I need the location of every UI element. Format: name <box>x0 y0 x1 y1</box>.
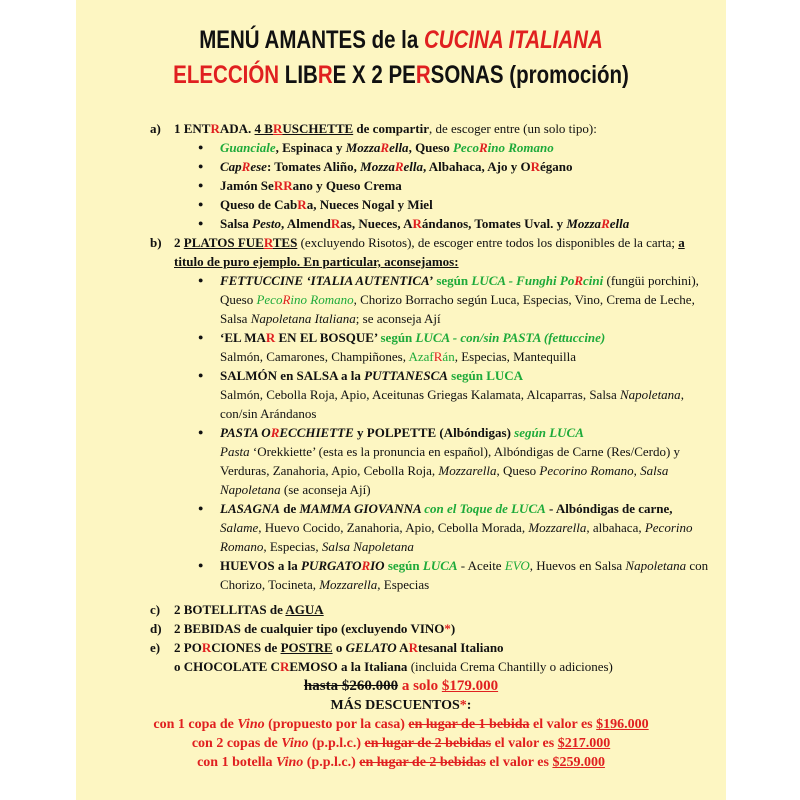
text: CIONES de <box>211 640 281 655</box>
text: * <box>444 621 451 636</box>
section-bebidas <box>150 619 710 638</box>
text: EMOSO a la Italiana <box>289 659 408 674</box>
subtitle-eleccion: ELECCIÓN <box>173 61 280 89</box>
text: R <box>210 121 220 136</box>
list-item: ● FETTUCCINE ‘ITALIA AUTENTICA’ según LUCA - Funghi PoRcini (fungüi porchini), Queso PecoRino Romano, Chorizo Borracho según Luca, Especias, Vino, Crema de Leche, Salsa Napoletana Italiana; se aconseja Ají <box>220 271 710 328</box>
text: GELATO <box>345 640 397 655</box>
list-item: ● ‘EL MAR EN EL BOSQUE’ según LUCA - con/sin PASTA (fettuccine) Salmón, Camarones, Champiñones, AzafRán, Especias, Mantequilla <box>220 328 710 366</box>
text: R <box>279 659 290 674</box>
text: R <box>263 235 273 250</box>
text: (incluida Crema Chantilly o adiciones) <box>407 659 613 674</box>
text: R <box>201 640 212 655</box>
pricing-block <box>76 677 726 772</box>
section-label: b) <box>150 235 162 250</box>
text: de compartir <box>353 121 429 136</box>
list-item: ● Queso de CabRa, Nueces Nogal y Miel <box>220 195 710 214</box>
text: R <box>272 121 283 136</box>
list-item: ● Salsa Pesto, AlmendRas, Nueces, ARándanos, Tomates Uval. y MozzaRella <box>220 214 710 233</box>
list-item: ● LASAGNA de MAMMA GIOVANNA con el Toque de LUCA - Albóndigas de carne, Salame, Huevo Cocido, Zanahoria, Apio, Cebolla Morada, Mozzarella, albahaca, Pecorino Romano, Especias, Salsa Napoletana <box>220 499 710 556</box>
subtitle-r: R <box>317 61 333 89</box>
text: 4 B <box>254 121 273 136</box>
bruschette-list <box>174 138 710 233</box>
list-item: ● Guanciale, Espinaca y MozzaRella, Queso PecoRino Romano <box>220 138 710 157</box>
text: A <box>396 640 409 655</box>
text: POSTRE <box>280 640 333 655</box>
platos-list <box>174 271 710 594</box>
text: 2 PO <box>174 640 202 655</box>
discount-row: con 2 copas de Vino (p.p.l.c.) en lugar de 2 bebidas el valor es $217.000 <box>191 736 611 751</box>
discount-row: con 1 botella Vino (p.p.l.c.) en lugar de 2 bebidas el valor es $259.000 <box>197 755 605 770</box>
text: a solo <box>398 678 442 694</box>
menu-page <box>76 0 726 800</box>
title-text: MENÚ AMANTES de la <box>199 26 424 54</box>
list-item: ● SALMÓN en SALSA a la PUTTANESCA según LUCA Salmón, Cebolla Roja, Apio, Aceitunas Griegas Kalamata, Alcaparras, Salsa Napoletana, con/sin Arándanos <box>220 366 710 423</box>
list-item: ● PASTA ORECCHIETTE y POLPETTE (Albóndigas) según LUCA Pasta ‘Orekkiette’ (esta es la pronuncia en español), Albóndigas de Carne (Res/Cerdo) y Verduras, Zanahoria, Apio, Cebolla Roja, Mozzarella, Queso Pecorino Romano, Salsa Napoletana (se aconseja Ají) <box>220 423 710 499</box>
subtitle-part: E X 2 PE <box>332 61 416 89</box>
text: (excluyendo Risotos), de escoger entre todos los disponibles de la carta; <box>297 235 679 250</box>
price-line <box>76 677 726 696</box>
subtitle-r: R <box>415 61 431 89</box>
text: TES <box>272 235 298 250</box>
subtitle-part: LIB <box>279 61 318 89</box>
promo-price: $179.000 <box>441 678 499 694</box>
text: R <box>408 640 418 655</box>
section-label: d) <box>150 621 162 636</box>
text: PLATOS FUE <box>183 235 264 250</box>
text: a titulo de puro ejemplo. En particular, aconsejamos: <box>174 235 685 269</box>
menu-title <box>135 28 668 53</box>
menu-subtitle <box>135 63 668 88</box>
list-item: ● HUEVOS a la PURGATORIO según LUCA - Aceite EVO, Huevos en Salsa Napoletana con Chorizo, Tocineta, Mozzarella, Especias <box>220 556 710 594</box>
title-cucina-italiana: CUCINA ITALIANA <box>423 26 603 54</box>
list-item: ● Jamón SeRRano y Queso Crema <box>220 176 710 195</box>
section-platos-fuertes <box>150 233 710 594</box>
section-postre <box>150 638 710 676</box>
section-entrada <box>150 119 710 233</box>
text: AGUA <box>285 602 324 617</box>
discount-row: con 1 copa de Vino (propuesto por la casa) en lugar de 1 bebida el valor es $196.000 <box>153 717 649 732</box>
text: , de escoger entre (un solo tipo): <box>428 121 597 136</box>
text: tesanal Italiano <box>417 640 504 655</box>
more-discounts-heading: MÁS DESCUENTOS*: <box>330 698 472 713</box>
text: 2 BOTELLITAS de <box>174 602 286 617</box>
section-agua <box>150 600 710 619</box>
menu-body <box>150 119 710 676</box>
section-label: e) <box>150 640 161 655</box>
text: ADA. <box>219 121 255 136</box>
section-label: c) <box>150 602 161 617</box>
text: 1 ENT <box>174 121 211 136</box>
text: 2 <box>174 235 184 250</box>
list-item: ● CapRese: Tomates Aliño, MozzaRella, Albahaca, Ajo y ORégano <box>220 157 710 176</box>
text: 2 BEBIDAS de cualquier tipo (excluyendo VINO <box>174 621 445 636</box>
text: o CHOCOLATE C <box>174 659 280 674</box>
text: o <box>332 640 346 655</box>
text: ) <box>450 621 456 636</box>
old-price: hasta $260.000 <box>303 678 399 694</box>
section-label: a) <box>150 121 161 136</box>
text: USCHETTE <box>282 121 354 136</box>
subtitle-part: SONAS (promoción) <box>430 61 629 89</box>
